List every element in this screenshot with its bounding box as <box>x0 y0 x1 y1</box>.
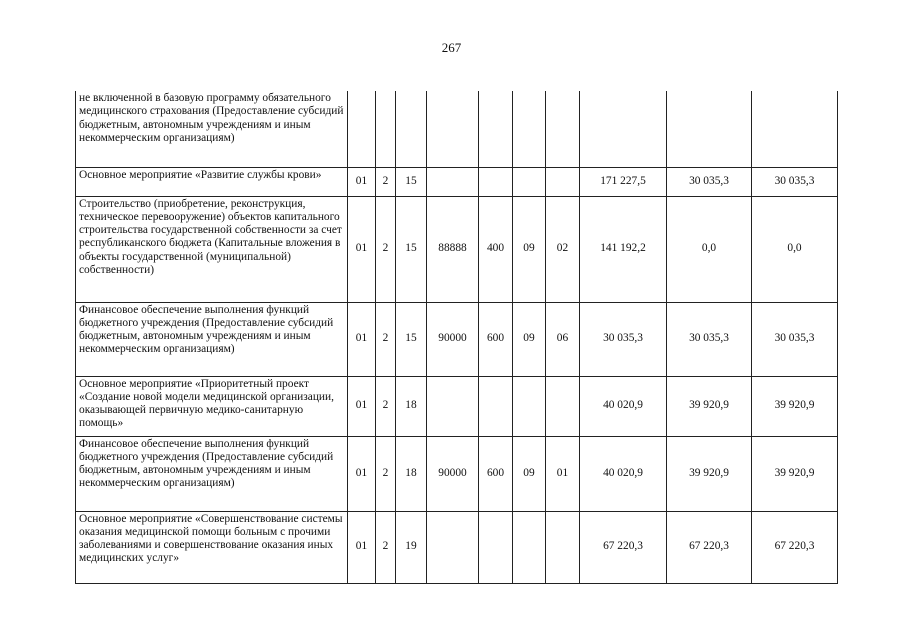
amount-cell <box>752 91 838 167</box>
code-cell: 01 <box>348 302 376 376</box>
code-cell <box>513 91 546 167</box>
code-cell <box>513 511 546 583</box>
amount-cell: 30 035,3 <box>667 167 752 196</box>
code-cell <box>427 511 479 583</box>
code-cell <box>376 91 396 167</box>
code-cell: 01 <box>348 167 376 196</box>
code-cell <box>348 91 376 167</box>
table-row <box>76 511 838 583</box>
row-description: Строительство (приобретение, реконструкция, техническое перевооружение) объектов капитального строительства государственной собственности за счет республиканского бюджета (Капитальные вложения в объекты государственной (муниципальной) собственности) <box>76 196 348 302</box>
code-cell: 2 <box>376 196 396 302</box>
amount-cell <box>667 91 752 167</box>
amount-cell: 0,0 <box>667 196 752 302</box>
amount-cell: 39 920,9 <box>752 436 838 511</box>
code-cell: 88888 <box>427 196 479 302</box>
row-description: Основное мероприятие «Развитие службы крови» <box>76 167 348 196</box>
code-cell <box>546 167 580 196</box>
row-description: Финансовое обеспечение выполнения функций бюджетного учреждения (Предоставление субсидий бюджетным, автономным учреждениям и иным некоммерческим организациям) <box>76 302 348 376</box>
code-cell <box>546 91 580 167</box>
code-cell: 01 <box>348 196 376 302</box>
code-cell <box>546 511 580 583</box>
code-cell: 600 <box>479 302 513 376</box>
amount-cell: 67 220,3 <box>667 511 752 583</box>
table-row <box>76 196 838 302</box>
code-cell: 2 <box>376 511 396 583</box>
table-row <box>76 376 838 436</box>
table-row <box>76 436 838 511</box>
amount-cell: 39 920,9 <box>667 436 752 511</box>
code-cell <box>427 91 479 167</box>
amount-cell <box>580 91 667 167</box>
code-cell: 400 <box>479 196 513 302</box>
code-cell <box>513 167 546 196</box>
table-row <box>76 91 838 167</box>
code-cell: 2 <box>376 167 396 196</box>
row-description: Финансовое обеспечение выполнения функций бюджетного учреждения (Предоставление субсидий бюджетным, автономным учреждениям и иным некоммерческим организациям) <box>76 436 348 511</box>
amount-cell: 171 227,5 <box>580 167 667 196</box>
code-cell: 2 <box>376 436 396 511</box>
code-cell <box>479 91 513 167</box>
amount-cell: 39 920,9 <box>667 376 752 436</box>
table-row <box>76 302 838 376</box>
amount-cell: 30 035,3 <box>580 302 667 376</box>
code-cell: 09 <box>513 302 546 376</box>
amount-cell: 67 220,3 <box>752 511 838 583</box>
code-cell: 01 <box>348 376 376 436</box>
code-cell: 90000 <box>427 436 479 511</box>
row-description: не включенной в базовую программу обязательного медицинского страхования (Предоставление субсидий бюджетным, автономным учреждениям и иным некоммерческим организациям) <box>76 91 348 167</box>
code-cell: 15 <box>396 167 427 196</box>
code-cell <box>513 376 546 436</box>
code-cell <box>479 167 513 196</box>
code-cell: 09 <box>513 436 546 511</box>
row-description: Основное мероприятие «Приоритетный проект «Создание новой модели медицинской организации, оказывающей первичную медико-санитарную помощь» <box>76 376 348 436</box>
budget-table <box>75 91 838 584</box>
amount-cell: 40 020,9 <box>580 436 667 511</box>
row-description: Основное мероприятие «Совершенствование системы оказания медицинской помощи больным с прочими заболеваниями и совершенствование оказания иных медицинских услуг» <box>76 511 348 583</box>
code-cell: 18 <box>396 436 427 511</box>
code-cell: 01 <box>348 436 376 511</box>
amount-cell: 39 920,9 <box>752 376 838 436</box>
amount-cell: 30 035,3 <box>667 302 752 376</box>
code-cell <box>427 167 479 196</box>
amount-cell: 40 020,9 <box>580 376 667 436</box>
amount-cell: 30 035,3 <box>752 167 838 196</box>
code-cell: 600 <box>479 436 513 511</box>
page-number: 267 <box>441 40 462 55</box>
code-cell <box>479 376 513 436</box>
code-cell <box>479 511 513 583</box>
code-cell <box>546 376 580 436</box>
code-cell: 02 <box>546 196 580 302</box>
code-cell: 01 <box>546 436 580 511</box>
amount-cell: 0,0 <box>752 196 838 302</box>
amount-cell: 141 192,2 <box>580 196 667 302</box>
code-cell: 15 <box>396 196 427 302</box>
amount-cell: 30 035,3 <box>752 302 838 376</box>
table-row <box>76 167 838 196</box>
code-cell: 90000 <box>427 302 479 376</box>
code-cell: 19 <box>396 511 427 583</box>
code-cell: 01 <box>348 511 376 583</box>
code-cell <box>396 91 427 167</box>
code-cell: 2 <box>376 376 396 436</box>
code-cell: 18 <box>396 376 427 436</box>
code-cell <box>427 376 479 436</box>
code-cell: 2 <box>376 302 396 376</box>
code-cell: 06 <box>546 302 580 376</box>
amount-cell: 67 220,3 <box>580 511 667 583</box>
code-cell: 15 <box>396 302 427 376</box>
code-cell: 09 <box>513 196 546 302</box>
